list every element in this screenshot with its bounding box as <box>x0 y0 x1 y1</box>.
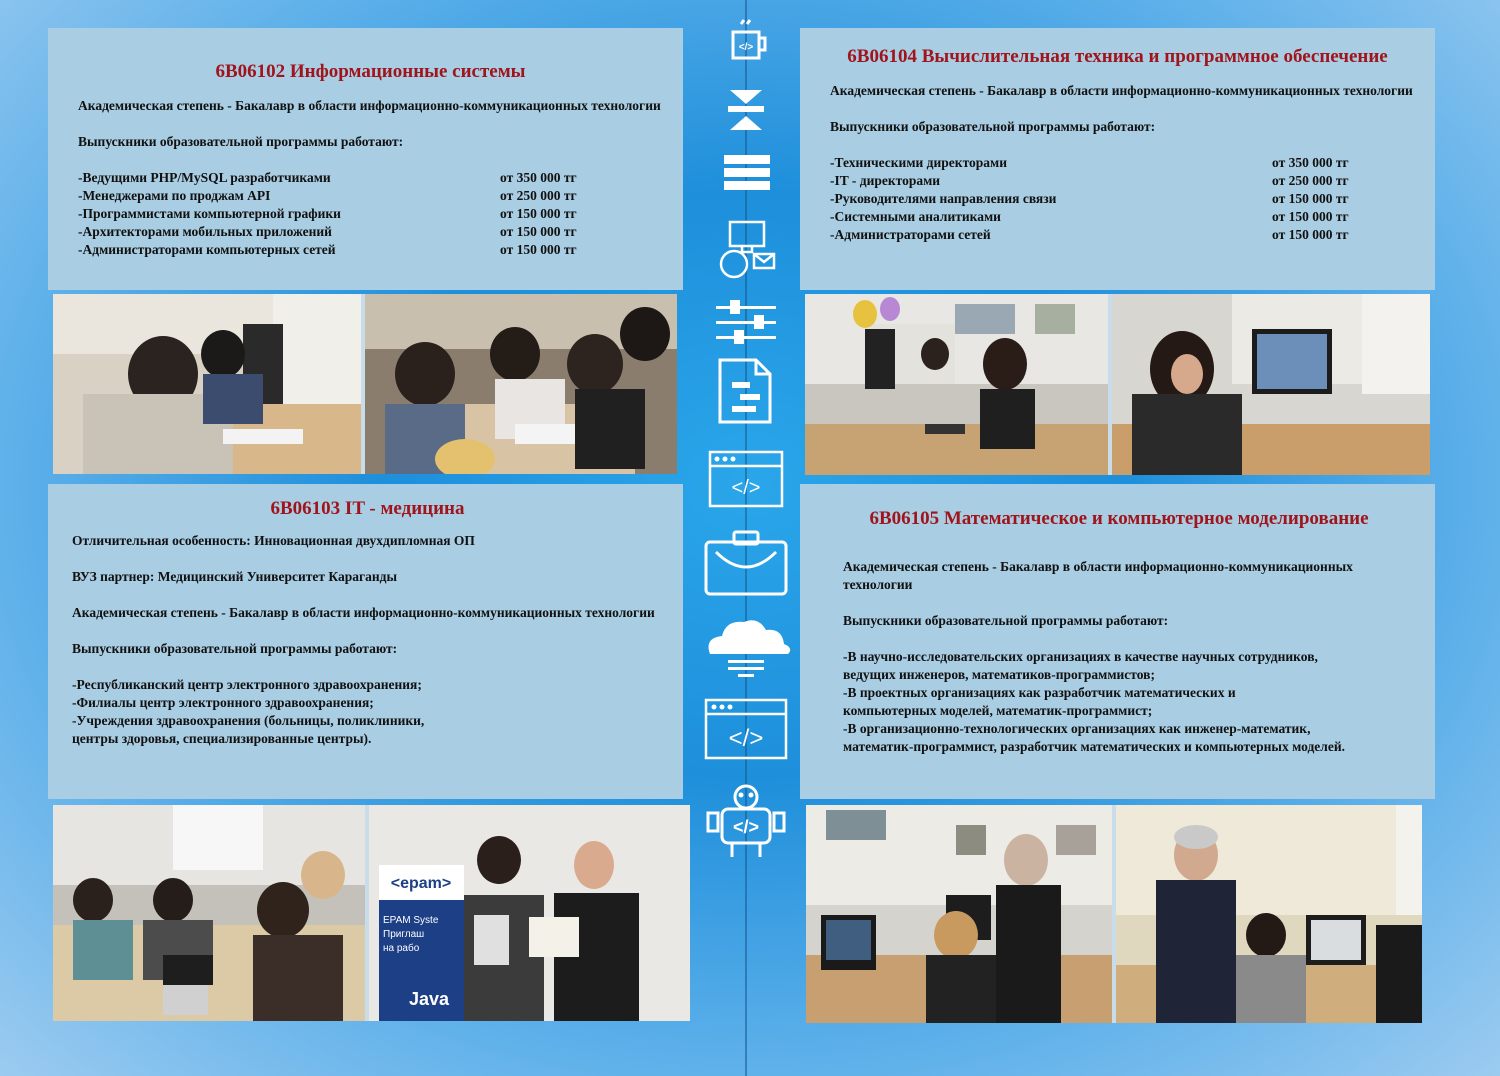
job-row: -Руководителями направления связи от 150 000 тг <box>830 191 1349 206</box>
lab-visit-photo <box>806 805 1112 1023</box>
job-row: -Ведущими PHP/MySQL разработчиками от 350 000 тг <box>78 170 577 185</box>
jobs-list <box>830 154 1415 244</box>
email-monitor-icon <box>700 218 792 280</box>
job-line: ведущих инженеров, математиков-программистов; <box>843 667 1155 682</box>
job-line: -В организационно-технологических организациях как инженер-математик, <box>843 721 1311 736</box>
banner-text: Java <box>409 989 450 1009</box>
briefcase-icon <box>700 528 792 598</box>
graduates-intro: Выпускники образовательной программы работают: <box>72 641 398 656</box>
feature-text: Отличительная особенность: Инновационная двухдипломная ОП <box>72 533 475 548</box>
program-panel-information-systems <box>48 28 683 290</box>
computer-lab-photo <box>805 294 1108 475</box>
jobs-list <box>78 169 663 259</box>
job-row: -Программистами компьютерной графики от 150 000 тг <box>78 206 577 221</box>
epam-logo: <epam> <box>390 875 452 892</box>
document-icon <box>700 358 792 426</box>
graduates-intro: Выпускники образовательной программы работают: <box>78 134 404 149</box>
icon-column <box>700 18 792 868</box>
meeting-photo <box>53 805 365 1021</box>
panel-title: 6В06102 Информационные системы <box>215 61 526 82</box>
teacher-lab-photo <box>1116 805 1422 1023</box>
job-row: -Администраторами компьютерных сетей от 150 000 тг <box>78 242 577 257</box>
robot-code-icon <box>700 783 792 861</box>
job-row: -Техническими директорами от 350 000 тг <box>830 155 1349 170</box>
degree-text: Академическая степень - Бакалавр в области информационно-коммуникационных технологии <box>843 559 1353 592</box>
job-line: -В научно-исследовательских организациях в качестве научных сотрудников, <box>843 649 1318 664</box>
sliders-icon <box>700 300 792 346</box>
graduates-intro: Выпускники образовательной программы работают: <box>830 119 1156 134</box>
program-panel-it-medicine <box>48 484 683 799</box>
banner-text: на рабо <box>383 943 420 954</box>
graduates-intro: Выпускники образовательной программы работают: <box>843 613 1169 628</box>
banner-text: EPAM Syste <box>383 915 439 926</box>
degree-text: Академическая степень - Бакалавр в области информационно-коммуникационных технологии <box>78 98 661 113</box>
svg-text:</>: </> <box>738 42 754 53</box>
photo-strip-3 <box>53 805 690 1021</box>
panel-title: 6В06105 Математическое и компьютерное моделирование <box>869 508 1369 529</box>
cloud-icon <box>700 614 792 678</box>
server-rack-icon <box>700 153 792 193</box>
job-line: -Филиалы центр электронного здравоохранения; <box>72 695 374 710</box>
browser-code-icon <box>700 698 792 760</box>
program-panel-computing <box>800 28 1435 290</box>
student-monitor-photo <box>1112 294 1430 475</box>
partner-text: ВУЗ партнер: Медицинский Университет Караганды <box>72 569 397 584</box>
job-row: -Системными аналитиками от 150 000 тг <box>830 209 1349 224</box>
students-group-photo <box>365 294 677 474</box>
job-line: математик-программист, разработчик математических и компьютерных моделей. <box>843 739 1346 754</box>
svg-text:</>: </> <box>732 817 760 837</box>
svg-text:</>: </> <box>728 725 764 752</box>
panel-title: 6В06103 IT - медицина <box>270 498 465 519</box>
job-row: -Архитекторами мобильных приложений от 150 000 тг <box>78 224 577 239</box>
classroom-photo <box>53 294 361 474</box>
banner-text: Приглаш <box>383 929 425 940</box>
epam-award-photo <box>369 805 690 1021</box>
photo-strip-1 <box>53 294 677 474</box>
flowchart-icon <box>700 88 792 132</box>
job-row: -IT - директорами от 250 000 тг <box>830 173 1349 188</box>
program-panel-modeling <box>800 484 1435 799</box>
job-line: -Республиканский центр электронного здравоохранения; <box>72 677 422 692</box>
job-line: -В проектных организациях как разработчик математических и <box>843 685 1236 700</box>
photo-strip-4 <box>806 805 1422 1023</box>
job-row: -Администраторами сетей от 150 000 тг <box>830 227 1349 242</box>
coffee-code-icon <box>700 18 792 68</box>
browser-code-icon <box>700 450 792 508</box>
degree-text: Академическая степень - Бакалавр в области информационно-коммуникационных технологии <box>830 83 1413 98</box>
job-line: центры здоровья, специализированные центры). <box>72 731 372 746</box>
panel-title: 6В06104 Вычислительная техника и программное обеспечение <box>847 46 1388 67</box>
job-line: -Учреждения здравоохранения (больницы, поликлиники, <box>72 713 425 728</box>
degree-text: Академическая степень - Бакалавр в области информационно-коммуникационных технологии <box>72 605 655 620</box>
svg-text:</>: </> <box>731 477 761 499</box>
job-line: компьютерных моделей, математик-программист; <box>843 703 1153 718</box>
photo-strip-2 <box>805 294 1430 475</box>
job-row: -Менеджерами по проджам API от 250 000 тг <box>78 188 577 203</box>
